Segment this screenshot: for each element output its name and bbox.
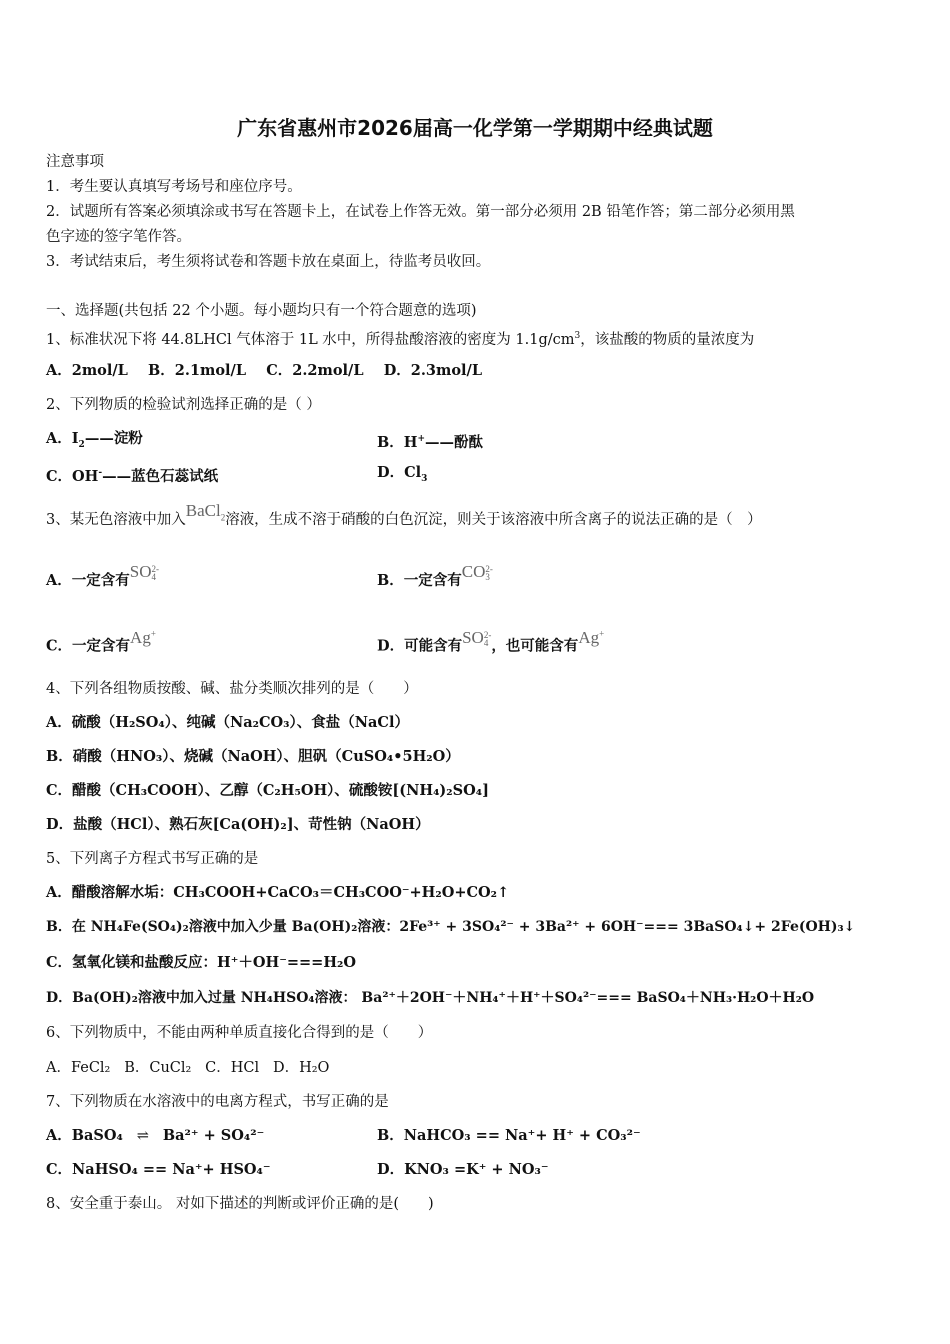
notice-item-3: 3．考试结束后，考生须将试卷和答题卡放在桌面上，待监考员收回。 xyxy=(46,254,491,270)
equilibrium-arrow-icon: ⇌ xyxy=(136,1128,149,1144)
question-1-stem: 1、标准状况下将 44.8LHCl 气体溶于 1L 水中，所得盐酸溶液的密度为 $1.1g/cm^3$，该盐酸的物质的量浓度为 xyxy=(46,331,755,348)
question-7-stem: 7、下列物质在水溶液中的电离方程式，书写正确的是 xyxy=(46,1094,389,1110)
question-6-stem: 6、下列物质中，不能由两种单质直接化合得到的是（ ） xyxy=(46,1025,433,1041)
q4-option-b: B．硝酸（HNO₃）、烧碱（NaOH）、胆矾（CuSO₄•5H₂O） xyxy=(46,748,460,765)
q3-option-d: D．可能含有SO 2- 4 ，也可能含有Ag+ xyxy=(377,627,605,655)
question-2-stem: 2、下列物质的检验试剂选择正确的是（ ） xyxy=(46,397,321,413)
q7-option-a: A．BaSO₄ ⇌ Ba²⁺ + SO₄²⁻ xyxy=(46,1127,265,1144)
page-title: 广东省惠州市2026届高一化学第一学期期中经典试题 xyxy=(237,116,713,140)
q3-option-c: C．一定含有Ag+ xyxy=(46,627,156,655)
question-1-options: A．2mol/L B．2.1mol/L C．2.2mol/L D．2.3mol/L xyxy=(46,362,483,379)
q4-option-d: D．盐酸（HCl）、熟石灰[Ca(OH)₂]、苛性钠（NaOH） xyxy=(46,816,430,833)
notice-heading: 注意事项 xyxy=(46,154,104,170)
question-5-stem: 5、下列离子方程式书写正确的是 xyxy=(46,851,259,867)
q7-option-b: B．NaHCO₃ == Na⁺+ H⁺ + CO₃²⁻ xyxy=(377,1127,641,1144)
question-6-options: A．FeCl₂ B．CuCl₂ C．HCl D．H₂O xyxy=(46,1060,330,1076)
q4-option-c: C．醋酸（CH₃COOH）、乙醇（C₂H₅OH）、硫酸铵[(NH₄)₂SO₄] xyxy=(46,782,489,799)
question-4-stem: 4、下列各组物质按酸、碱、盐分类顺次排列的是（ ） xyxy=(46,681,418,697)
q2-option-b: B．H+——酚酞 xyxy=(377,433,484,451)
q5-option-d: D．Ba(OH)₂溶液中加入过量 NH₄HSO₄溶液： Ba²⁺＋2OH⁻＋NH₄⁺＋H⁺＋SO₄²⁻=== BaSO₄＋NH₃·H₂O＋H₂O xyxy=(46,990,815,1006)
q3-option-b: B．一定含有CO 2- 3 xyxy=(377,562,493,589)
q2-option-d: D．$Cl_3$ xyxy=(377,464,428,484)
question-3-stem: 3、某无色溶液中加入BaCl$_2$溶液，生成不溶于硝酸的白色沉淀，则关于该溶液中所含离子的说法正确的是（ ） xyxy=(46,501,762,528)
notice-item-2-cont: 色字迹的签字笔作答。 xyxy=(46,229,191,245)
q7-option-c: C．NaHSO₄ == Na⁺+ HSO₄⁻ xyxy=(46,1161,271,1178)
q5-option-c: C．氢氧化镁和盐酸反应：H⁺＋OH⁻===H₂O xyxy=(46,954,357,971)
q4-option-a: A．硫酸（H₂SO₄）、纯碱（Na₂CO₃）、食盐（NaCl） xyxy=(46,714,409,731)
q2-option-a: A．$I_2——$淀粉 xyxy=(46,430,143,450)
q3-option-a: A．一定含有SO 2- 4 xyxy=(46,562,159,589)
q5-option-a: A．醋酸溶解水垢：CH₃COOH+CaCO₃＝CH₃COO⁻+H₂O+CO₂↑ xyxy=(46,884,510,901)
notice-item-2: 2．试题所有答案必须填涂或书写在答题卡上，在试卷上作答无效。第一部分必须用 2B 铅笔作答；第二部分必须用黑 xyxy=(46,204,795,220)
q5-option-b: B．在 NH₄Fe(SO₄)₂溶液中加入少量 Ba(OH)₂溶液：2Fe³⁺ + 3SO₄²⁻ + 3Ba²⁺ + 6OH⁻=== 3BaSO₄↓+ 2Fe(OH)₃↓ xyxy=(46,919,856,935)
q7-option-d: D．KNO₃ =K⁺ + NO₃⁻ xyxy=(377,1161,549,1178)
question-8-stem: 8、安全重于泰山。 对如下描述的判断或评价正确的是( ) xyxy=(46,1196,434,1212)
q2-option-c: C．OH-——蓝色石蕊试纸 xyxy=(46,467,219,485)
section-heading: 一、选择题(共包括 22 个小题。每小题均只有一个符合题意的选项) xyxy=(46,303,477,319)
notice-item-1: 1．考生要认真填写考场号和座位序号。 xyxy=(46,179,302,195)
